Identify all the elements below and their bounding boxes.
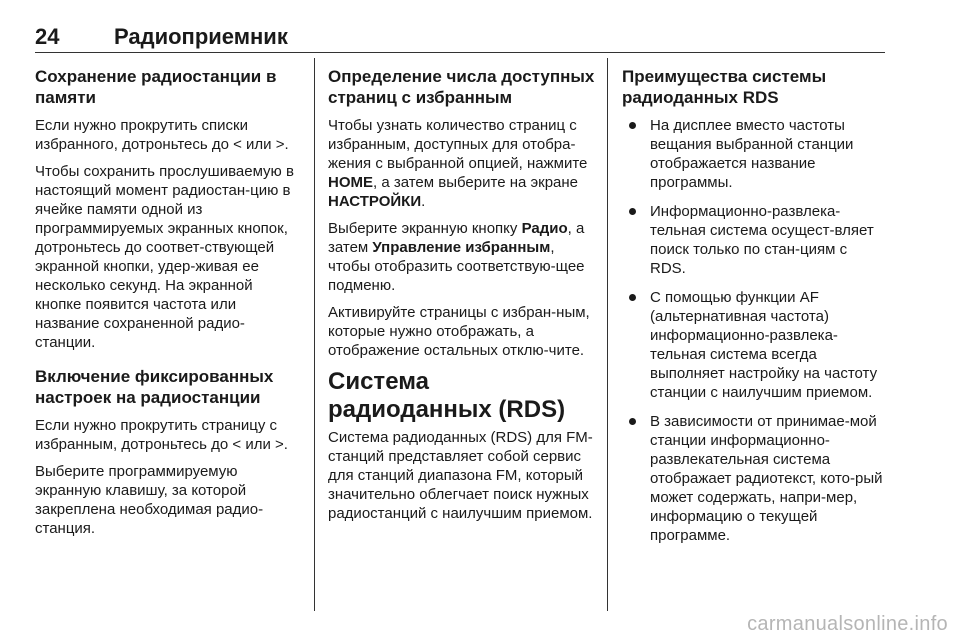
section-heading-favourite-pages: Определение числа доступных страниц с избранным	[328, 67, 595, 107]
list-item	[622, 116, 884, 192]
paragraph: Выберите программируемую экранную клавишу, за которой закреплена необходимая радио-станция.	[35, 463, 264, 537]
column-divider	[314, 58, 315, 611]
list-item-text: В зависимости от принимае-мой станции информационно-развлекательная система отображает радиотекст, кото-рый может содержать, напри-мер, информацию о текущей программе.	[650, 413, 883, 544]
watermark: carmanualsonline.info	[747, 613, 948, 635]
bullet-icon	[629, 122, 636, 129]
list-item	[622, 202, 884, 278]
column-divider	[607, 58, 608, 611]
text-run: , чтобы отобразить соответствую-щее подменю.	[328, 239, 585, 294]
list-item-text: На дисплее вместо частоты вещания выбранной станции отображается название программы.	[650, 117, 854, 191]
text-run: , а затем	[328, 220, 585, 256]
keyword-manage-favourites: Управление избранным	[372, 239, 551, 256]
list-item-text: С помощью функции AF (альтернативная частота) информационно-развлека-тельная система всегда выполняет настройку на частоту станции с наилучшим приемом.	[650, 289, 878, 401]
chapter-heading-rds: Система радиоданных (RDS)	[328, 368, 566, 423]
keyword-home: HOME	[328, 174, 373, 191]
keyword-settings: НАСТРОЙКИ	[328, 193, 422, 210]
paragraph: Система радиоданных (RDS) для FM-станций представляет собой сервис для станций диапазона FM, который значительно облегчает поиск нужных радиостанций с наилучшим приемом.	[328, 429, 593, 522]
text-run: Чтобы узнать количество страниц с избранным, доступных для отобра-жения с выбранной опцией, нажмите	[328, 117, 588, 172]
text-run: .	[421, 193, 426, 210]
bullet-icon	[629, 208, 636, 215]
column-middle	[328, 66, 596, 531]
text-run: , а затем выберите на экране	[373, 174, 579, 191]
list-item-text: Информационно-развлека-тельная система осущест-вляет поиск только по стан-циям с RDS.	[650, 203, 874, 277]
paragraph	[328, 219, 596, 295]
list-item	[622, 412, 884, 545]
section-heading-rds-advantages: Преимущества системы радиоданных RDS	[622, 67, 827, 107]
column-right	[622, 66, 884, 555]
paragraph: Активируйте страницы с избран-ным, которые нужно отображать, а отображение остальных отклю-чите.	[328, 304, 590, 359]
page-header	[35, 20, 885, 53]
page-number: 24	[35, 24, 60, 49]
paragraph: Чтобы сохранить прослушиваемую в настоящий момент радиостан-цию в ячейке памяти одной из программируемых экранных кнопок, дотроньтесь до соответ-ствующей экранной кнопки, удер-живая ее несколько секунд. На экранной кнопке появится частота или название сохраненной радио-станции.	[35, 163, 294, 351]
column-left	[35, 66, 303, 546]
page-title: Радиоприемник	[114, 24, 288, 49]
list-item	[622, 288, 884, 402]
paragraph: Если нужно прокрутить страницу с избранным, дотроньтесь до < или >.	[35, 417, 288, 453]
section-heading-save-station: Сохранение радиостанции в памяти	[35, 67, 277, 107]
keyword-radio: Радио	[521, 220, 568, 237]
bullet-icon	[629, 294, 636, 301]
paragraph: Если нужно прокрутить списки избранного, дотроньтесь до < или >.	[35, 117, 289, 153]
bullet-list	[622, 116, 884, 545]
text-run: Выберите экранную кнопку	[328, 220, 522, 237]
section-heading-recall-station: Включение фиксированных настроек на радиостанции	[35, 367, 274, 407]
paragraph	[328, 116, 596, 211]
bullet-icon	[629, 418, 636, 425]
